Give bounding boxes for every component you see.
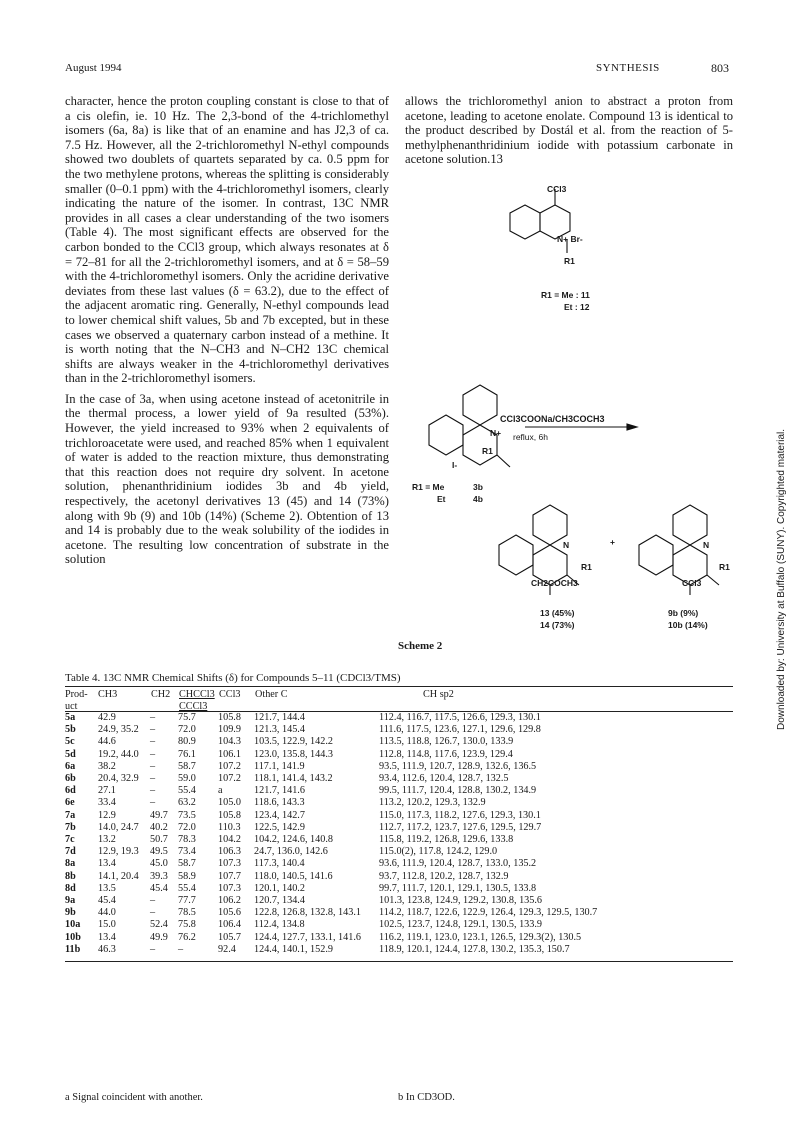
table-cell: 9a xyxy=(65,895,76,907)
right-paragraph-1: allows the trichloromethyl anion to abstract a proton from acetone, leading to acetone enolate. Compound 13 is identical to the product described by Dostál et al. from the reaction of 5-methylphenanthridinium iodide with potassium carbonate in acetone solution.13 xyxy=(405,94,733,167)
prod2-n-label: N xyxy=(703,540,710,550)
table-cell: 109.9 xyxy=(218,724,241,736)
table-cell: 107.3 xyxy=(218,882,241,894)
top-legend-2: Et : 12 xyxy=(564,302,590,312)
table-cell: 27.1 xyxy=(98,785,116,797)
download-notice xyxy=(776,230,790,730)
table-cell: 73.5 xyxy=(178,809,196,821)
right-column xyxy=(405,94,733,167)
sm-n-label: N+ xyxy=(490,428,502,438)
table-row xyxy=(65,797,735,809)
prod1-n-label: N xyxy=(563,540,570,550)
table-cell: 112.4, 134.8 xyxy=(254,919,305,931)
table-cell: 7c xyxy=(65,834,75,846)
left-paragraph-1: character, hence the proton coupling constant is close to that of a cis olefin, ie. 10 Hz. The 2,3-bond of the 4-trichlomethyl isomers (6a, 8a) is like that of an enamine and has J2,3 of ca. 7.5 Hz. However, all the 2-trichloromethyl N-ethyl compounds showed two doublets of quartets separated by ca. 0.5 ppm for the two methylene protons, whereas the splitting is considerably smaller (0–0.1 ppm) with the 4-trichloromethyl isomers, clearly indicating the nature of the isomer. In contrast, 13C NMR provides in all cases a clear understanding of the two isomers (Table 4). The most significant effects are observed for the carbon bonded to the CCl3 group, which always resonates at δ = 72–81 for all the 2-trichloromethyl isomers, and at δ = 58–59 with the 4-trichloromethyl isomers. Only the acridine derivative deviates from these last values (δ = 63.2), due to the effect of the adjacent aromatic ring. Generally, N-ethyl compounds lead to lower chemical shift values, 5b and 7b excepted, but in these cases we observed a quaternary carbon instead of a methine. It is worth noting that the N–CH3 and N–CH2 13C chemical shifts are always weaker in the 4-trichloromethyl derivatives than in the 2-trichloromethyl isomers. xyxy=(65,94,389,386)
table-cell: 13.5 xyxy=(98,882,116,894)
table-cell: 72.0 xyxy=(178,821,196,833)
compound-4b-label: 4b xyxy=(473,494,483,504)
table-cell: 72.0 xyxy=(178,724,196,736)
table-cell: – xyxy=(150,907,156,919)
table-cell: 50.7 xyxy=(150,834,168,846)
table-cell: 11b xyxy=(65,943,81,955)
table-row xyxy=(65,724,735,736)
table-cell: – xyxy=(150,895,156,907)
col-header-ch2: CH2 xyxy=(151,689,171,700)
table-cell: 6b xyxy=(65,773,76,785)
table-cell: a xyxy=(218,785,223,797)
table-cell: 6a xyxy=(65,760,76,772)
table-row xyxy=(65,785,735,797)
table-cell: 24.7, 136.0, 142.6 xyxy=(254,846,328,858)
table-cell: 106.2 xyxy=(218,895,241,907)
table-cell: – xyxy=(150,748,156,760)
table-cell: 107.3 xyxy=(218,858,241,870)
table-cell: – xyxy=(150,736,156,748)
table-cell: 118.9, 120.1, 124.4, 127.8, 130.2, 135.3, 150.7 xyxy=(379,943,570,955)
table-cell: 115.8, 119.2, 126.8, 129.6, 133.8 xyxy=(379,834,514,846)
table-cell: 59.0 xyxy=(178,773,196,785)
table-cell: – xyxy=(150,785,156,797)
table-cell: 106.1 xyxy=(218,748,241,760)
table-cell: 123.0, 135.8, 144.3 xyxy=(254,748,333,760)
col-header-product: Prod-uct xyxy=(65,689,88,712)
page-number: 803 xyxy=(711,61,729,75)
yield-14: 14 (73%) xyxy=(540,620,575,630)
nbr-label: N+ Br- xyxy=(557,234,583,244)
left-paragraph-2: In the case of 3a, when using acetone instead of acetonitrile in the thermal process, a lower yield of 9a resulted (53%). However, the yield increased to 93% when 2 equivalents of trichloroacetate were used, and reached 85% when 1 equivalent of water is added to the reaction mixture, thus demonstrating that this reaction does not require dry solvent. In acetone solution, phenanthridinium iodides 3b and 4b yield, respectively, the acetonyl derivatives 13 (45) and 14 (73%) along with 9b (9) and 10b (14%) (Scheme 2). Obtention of 13 and 14 is probably due to the weak solubility of the iodides in acetone. The resulting low concentration of substrate in the solution xyxy=(65,391,389,567)
table-cell: 8d xyxy=(65,882,76,894)
yield-9b: 9b (9%) xyxy=(668,608,699,618)
table-cell: 63.2 xyxy=(178,797,196,809)
table-row xyxy=(65,932,735,944)
table-cell: 121.7, 144.4 xyxy=(254,712,305,723)
table-cell: 38.2 xyxy=(98,760,116,772)
table-row xyxy=(65,871,735,883)
table-cell: 12.9, 19.3 xyxy=(98,846,139,858)
table-row xyxy=(65,761,735,773)
scheme-title: Scheme 2 xyxy=(398,640,443,652)
table-cell: 118.0, 140.5, 141.6 xyxy=(254,870,333,882)
table-cell: 123.4, 142.7 xyxy=(254,809,305,821)
table-cell: 6d xyxy=(65,785,76,797)
sm-legend-2: Et xyxy=(437,494,446,504)
table-cell: 78.5 xyxy=(178,907,196,919)
table-cell: 120.1, 140.2 xyxy=(254,882,305,894)
table-cell: 93.6, 111.9, 120.4, 128.7, 133.0, 135.2 xyxy=(379,858,537,870)
table-cell: 103.5, 122.9, 142.2 xyxy=(254,736,333,748)
table-cell: 49.5 xyxy=(150,846,168,858)
table-row xyxy=(65,749,735,761)
col-header-ch-sp2: CH sp2 xyxy=(423,689,454,700)
table-cell: 8b xyxy=(65,870,76,882)
table-cell: – xyxy=(178,943,184,955)
table-cell: 8a xyxy=(65,858,76,870)
table-cell: 33.4 xyxy=(98,797,116,809)
sm-iodide-label: I- xyxy=(452,460,458,470)
table-cell: 14.1, 20.4 xyxy=(98,870,139,882)
prod2-r1-label: R1 xyxy=(719,562,730,572)
table-cell: 7b xyxy=(65,821,76,833)
table-row xyxy=(65,712,735,724)
table-cell: 102.5, 123.7, 124.8, 129.1, 130.5, 133.9 xyxy=(379,919,542,931)
table-row xyxy=(65,773,735,785)
table-cell: 112.7, 117.2, 123.7, 127.6, 129.5, 129.7 xyxy=(379,821,542,833)
table-cell: 58.9 xyxy=(178,870,196,882)
table-cell: 105.0 xyxy=(218,797,241,809)
table-cell: 99.5, 111.7, 120.4, 128.8, 130.2, 134.9 xyxy=(379,785,537,797)
table-cell: 20.4, 32.9 xyxy=(98,773,139,785)
table-cell: 5c xyxy=(65,736,75,748)
footnote-b: b In CD3OD. xyxy=(398,1092,455,1103)
table-row xyxy=(65,883,735,895)
table-cell: 55.4 xyxy=(178,882,196,894)
table-cell: 58.7 xyxy=(178,858,196,870)
table-cell: 120.7, 134.4 xyxy=(254,895,305,907)
prod1-r1-label: R1 xyxy=(581,562,592,572)
table-cell: 7d xyxy=(65,846,76,858)
table-cell: 118.6, 143.3 xyxy=(254,797,305,809)
table-cell: 5b xyxy=(65,724,76,736)
left-column xyxy=(65,94,389,567)
table-cell: 45.0 xyxy=(150,858,168,870)
table-cell: – xyxy=(150,943,156,955)
table-cell: 99.7, 111.7, 120.1, 129.1, 130.5, 133.8 xyxy=(379,882,537,894)
sm-r1-label: R1 xyxy=(482,446,493,456)
table-cell: 45.4 xyxy=(150,882,168,894)
table-row xyxy=(65,895,735,907)
plus-sign: + xyxy=(610,537,615,547)
download-notice-text: Downloaded by: University at Buffalo (SUNY). Copyrighted material. xyxy=(776,428,787,730)
table-row xyxy=(65,736,735,748)
table-cell: 49.9 xyxy=(150,931,168,943)
table-cell: 75.8 xyxy=(178,919,196,931)
table-row xyxy=(65,907,735,919)
table-cell: 13.2 xyxy=(98,834,116,846)
table-cell: 77.7 xyxy=(178,895,196,907)
table-cell: 115.0(2), 117.8, 124.2, 129.0 xyxy=(379,846,498,858)
running-date: August 1994 xyxy=(65,62,122,74)
prod1-substituent: CH2COCH3 xyxy=(531,578,578,588)
table-cell: 104.3 xyxy=(218,736,241,748)
scheme-2-graphic xyxy=(395,175,740,635)
table-cell: 46.3 xyxy=(98,943,116,955)
table-cell: 58.7 xyxy=(178,760,196,772)
table-cell: 10b xyxy=(65,931,81,943)
table-cell: 24.9, 35.2 xyxy=(98,724,139,736)
table-cell: 39.3 xyxy=(150,870,168,882)
table-cell: 105.7 xyxy=(218,931,241,943)
table-cell: 19.2, 44.0 xyxy=(98,748,139,760)
journal-name: SYNTHESIS xyxy=(596,62,660,74)
table-cell: 113.5, 118.8, 126.7, 130.0, 133.9 xyxy=(379,736,514,748)
reagents-label: CCl3COONa/CH3COCH3 xyxy=(500,414,605,424)
table-cell: 44.0 xyxy=(98,907,116,919)
table-cell: 5d xyxy=(65,748,76,760)
table-row xyxy=(65,944,735,956)
table-cell: 40.2 xyxy=(150,821,168,833)
table-cell: 110.3 xyxy=(218,821,241,833)
table-row xyxy=(65,858,735,870)
table-cell: 13.4 xyxy=(98,931,116,943)
table-cell: 101.3, 123.8, 124.9, 129.2, 130.8, 135.6 xyxy=(379,895,542,907)
table-row xyxy=(65,822,735,834)
table-cell: 78.3 xyxy=(178,834,196,846)
phenanthridinium-structure xyxy=(429,385,510,467)
product-9b-structure xyxy=(639,505,719,595)
table-cell: – xyxy=(150,712,156,723)
col-header-ch3: CH3 xyxy=(98,689,118,700)
col-header-ccl3: CCl3 xyxy=(219,689,241,700)
yield-10b: 10b (14%) xyxy=(668,620,708,630)
footnote-a: a Signal coincident with another. xyxy=(65,1092,203,1103)
table-cell: 121.3, 145.4 xyxy=(254,724,305,736)
table-top-rule xyxy=(65,686,733,687)
table-cell: 76.2 xyxy=(178,931,196,943)
table-cell: – xyxy=(150,724,156,736)
table-cell: 121.7, 141.6 xyxy=(254,785,305,797)
table-cell: 117.3, 140.4 xyxy=(254,858,305,870)
table-cell: 104.2 xyxy=(218,834,241,846)
table-cell: 124.4, 127.7, 133.1, 141.6 xyxy=(254,931,361,943)
table-cell: 104.2, 124.6, 140.8 xyxy=(254,834,333,846)
ccl3-top-label: CCl3 xyxy=(547,184,567,194)
table-bottom-rule xyxy=(65,961,733,962)
table-cell: 80.9 xyxy=(178,736,196,748)
table-cell: 93.5, 111.9, 120.7, 128.9, 132.6, 136.5 xyxy=(379,760,537,772)
table-cell: 52.4 xyxy=(150,919,168,931)
table-cell: 5a xyxy=(65,712,76,723)
table-cell: 45.4 xyxy=(98,895,116,907)
table-cell: 122.5, 142.9 xyxy=(254,821,305,833)
table-cell: 117.1, 141.9 xyxy=(254,760,305,772)
table-cell: 7a xyxy=(65,809,76,821)
table-cell: 14.0, 24.7 xyxy=(98,821,139,833)
table-cell: 115.0, 117.3, 118.2, 127.6, 129.3, 130.1 xyxy=(379,809,541,821)
col-header-chccl3: CHCCl3 CCCl3 xyxy=(179,689,215,712)
table-cell: 12.9 xyxy=(98,809,116,821)
table-row xyxy=(65,810,735,822)
table-cell: 113.2, 120.2, 129.3, 132.9 xyxy=(379,797,486,809)
table-cell: 9b xyxy=(65,907,76,919)
table-cell: 124.4, 140.1, 152.9 xyxy=(254,943,333,955)
table-cell: 105.6 xyxy=(218,907,241,919)
table-cell: 107.7 xyxy=(218,870,241,882)
table-row xyxy=(65,919,735,931)
top-legend-1: R1 = Me : 11 xyxy=(541,290,590,300)
table-cell: 76.1 xyxy=(178,748,196,760)
table-row xyxy=(65,834,735,846)
nmr-table xyxy=(65,712,735,956)
table-cell: 107.2 xyxy=(218,760,241,772)
table-cell: 55.4 xyxy=(178,785,196,797)
table-cell: – xyxy=(150,797,156,809)
table-cell: 118.1, 141.4, 143.2 xyxy=(254,773,333,785)
table-cell: 122.8, 126.8, 132.8, 143.1 xyxy=(254,907,361,919)
table-cell: 106.4 xyxy=(218,919,241,931)
table-cell: 92.4 xyxy=(218,943,236,955)
table-cell: 42.9 xyxy=(98,712,116,723)
table-cell: 13.4 xyxy=(98,858,116,870)
table-cell: 112.8, 114.8, 117.6, 123.9, 129.4 xyxy=(379,748,513,760)
table-cell: 75.7 xyxy=(178,712,196,723)
table-caption: Table 4. 13C NMR Chemical Shifts (δ) for Compounds 5–11 (CDCl3/TMS) xyxy=(65,672,401,684)
prod2-substituent: CCl3 xyxy=(682,578,702,588)
sm-legend-1: R1 = Me xyxy=(412,482,445,492)
yield-13: 13 (45%) xyxy=(540,608,575,618)
table-cell: 10a xyxy=(65,919,81,931)
table-cell: 93.7, 112.8, 120.2, 128.7, 132.9 xyxy=(379,870,509,882)
table-cell: 73.4 xyxy=(178,846,196,858)
table-cell: 105.8 xyxy=(218,712,241,723)
table-cell: 112.4, 116.7, 117.5, 126.6, 129.3, 130.1 xyxy=(379,712,541,723)
table-cell: 114.2, 118.7, 122.6, 122.9, 126.4, 129.3, 129.5, 130.7 xyxy=(379,907,598,919)
r1-top-label: R1 xyxy=(564,256,575,266)
table-row xyxy=(65,846,735,858)
table-cell: 106.3 xyxy=(218,846,241,858)
table-cell: 49.7 xyxy=(150,809,168,821)
table-cell: 93.4, 112.6, 120.4, 128.7, 132.5 xyxy=(379,773,509,785)
col-header-other-c: Other C xyxy=(255,689,288,700)
table-cell: 6e xyxy=(65,797,75,809)
table-cell: – xyxy=(150,773,156,785)
table-cell: 111.6, 117.5, 123.6, 127.1, 129.6, 129.8 xyxy=(379,724,541,736)
compound-3b-label: 3b xyxy=(473,482,483,492)
table-cell: 107.2 xyxy=(218,773,241,785)
table-cell: 116.2, 119.1, 123.0, 123.1, 126.5, 129.3(2), 130.5 xyxy=(379,931,582,943)
table-cell: 15.0 xyxy=(98,919,116,931)
table-cell: 105.8 xyxy=(218,809,241,821)
table-cell: 44.6 xyxy=(98,736,116,748)
conditions-label: reflux, 6h xyxy=(513,432,548,442)
table-cell: – xyxy=(150,760,156,772)
